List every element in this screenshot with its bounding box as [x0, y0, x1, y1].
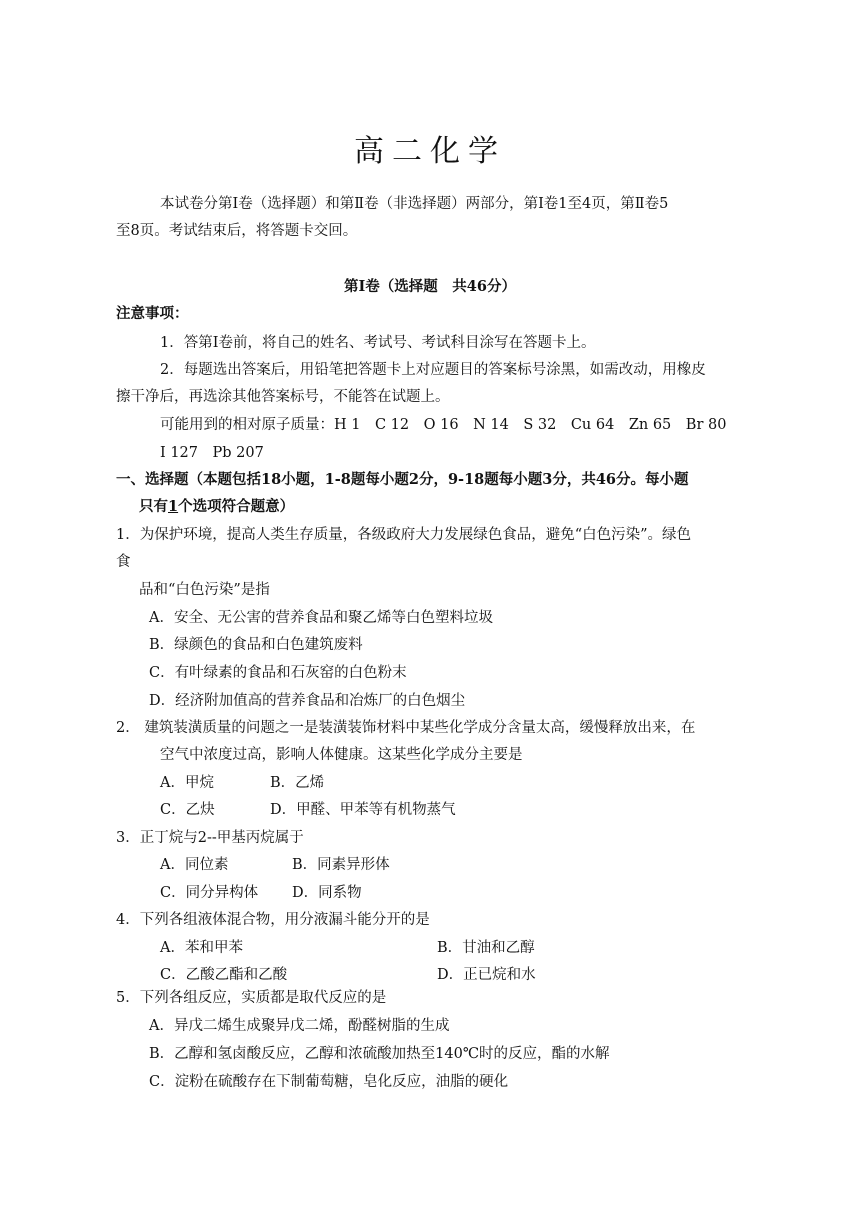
q4-option-c: C．乙酸乙酯和乙酸 [160, 967, 288, 983]
q2-stem-line-1: 2． 建筑装潢质量的问题之一是装潢装饰材料中某些化学成分含量太高，缓慢释放出来，在 [116, 720, 696, 736]
q3-option-c: C．同分异构体 [160, 885, 259, 901]
q2-stem-line-2: 空气中浓度过高，影响人体健康。这某些化学成分主要是 [160, 747, 523, 763]
part1-heading-line-2 [139, 495, 294, 516]
notes-item-2-line-1: 2．每题选出答案后，用铅笔把答题卡上对应题目的答案标号涂黑，如需改动，用橡皮 [160, 362, 706, 378]
q1-stem-line-3: 品和“白色污染”是指 [139, 582, 270, 598]
part1-heading-text-c: 个选项符合题意） [178, 498, 295, 515]
q5-stem: 5．下列各组反应，实质都是取代反应的是 [116, 990, 387, 1006]
q2-option-d: D．甲醛、甲苯等有机物蒸气 [270, 802, 456, 818]
part1-heading-text-a: 只有 [139, 498, 168, 515]
notes-item-1: 1．答第Ⅰ卷前，将自己的姓名、考试号、考试科目涂写在答题卡上。 [160, 335, 596, 351]
q2-option-a: A．甲烷 [160, 775, 214, 791]
intro-line-1: 本试卷分第Ⅰ卷（选择题）和第Ⅱ卷（非选择题）两部分，第Ⅰ卷1至4页，第Ⅱ卷5 [160, 196, 669, 212]
atomic-masses-line-2: I 127 Pb 207 [160, 445, 264, 461]
q1-option-c: C．有叶绿素的食品和石灰窑的白色粉末 [149, 665, 407, 681]
q1-option-a: A．安全、无公害的营养食品和聚乙烯等白色塑料垃圾 [149, 610, 493, 626]
q1-stem-line-1: 1．为保护环境，提高人类生存质量，各级政府大力发展绿色食品，避免“白色污染”。绿色 [116, 527, 692, 543]
q3-stem: 3．正丁烷与2--甲基丙烷属于 [116, 830, 304, 846]
part1-heading-line-1: 一、选择题（本题包括18小题，1-8题每小题2分，9-18题每小题3分，共46分。每小题 [116, 471, 689, 488]
q5-option-c: C．淀粉在硫酸存在下制葡萄糖，皂化反应，油脂的硬化 [149, 1074, 509, 1090]
q1-option-b: B．绿颜色的食品和白色建筑废料 [149, 637, 363, 653]
q1-option-d: D．经济附加值高的营养食品和冶炼厂的白色烟尘 [149, 693, 466, 709]
q5-option-a: A．异戊二烯生成聚异戊二烯，酚醛树脂的生成 [149, 1018, 450, 1034]
page-title: 高二化学 [354, 134, 506, 169]
q3-option-d: D．同系物 [292, 885, 362, 901]
q4-option-b: B．甘油和乙醇 [437, 940, 535, 956]
q4-stem: 4．下列各组液体混合物，用分液漏斗能分开的是 [116, 912, 430, 928]
q5-option-b: B．乙醇和氢卤酸反应，乙醇和浓硫酸加热至140℃时的反应，酯的水解 [149, 1046, 610, 1062]
atomic-masses-line-1: 可能用到的相对原子质量：H 1 C 12 O 16 N 14 S 32 Cu 64 Zn 65 Br 80 [160, 417, 727, 433]
q3-option-b: B．同素异形体 [292, 857, 390, 873]
intro-line-2: 至8页。考试结束后，将答题卡交回。 [116, 223, 358, 239]
notes-item-2-line-2: 擦干净后，再选涂其他答案标号，不能答在试题上。 [116, 389, 450, 405]
q4-option-d: D．正已烷和水 [437, 967, 536, 983]
q3-option-a: A．同位素 [160, 857, 229, 873]
part1-heading-text-b: 1 [168, 498, 179, 515]
q2-option-c: C．乙炔 [160, 802, 215, 818]
q2-option-b: B．乙烯 [270, 775, 325, 791]
q1-stem-line-2: 食 [116, 554, 131, 570]
q4-option-a: A．苯和甲苯 [160, 940, 243, 956]
section-heading: 第Ⅰ卷（选择题 共46分） [344, 278, 516, 295]
notes-heading: 注意事项： [116, 305, 189, 322]
